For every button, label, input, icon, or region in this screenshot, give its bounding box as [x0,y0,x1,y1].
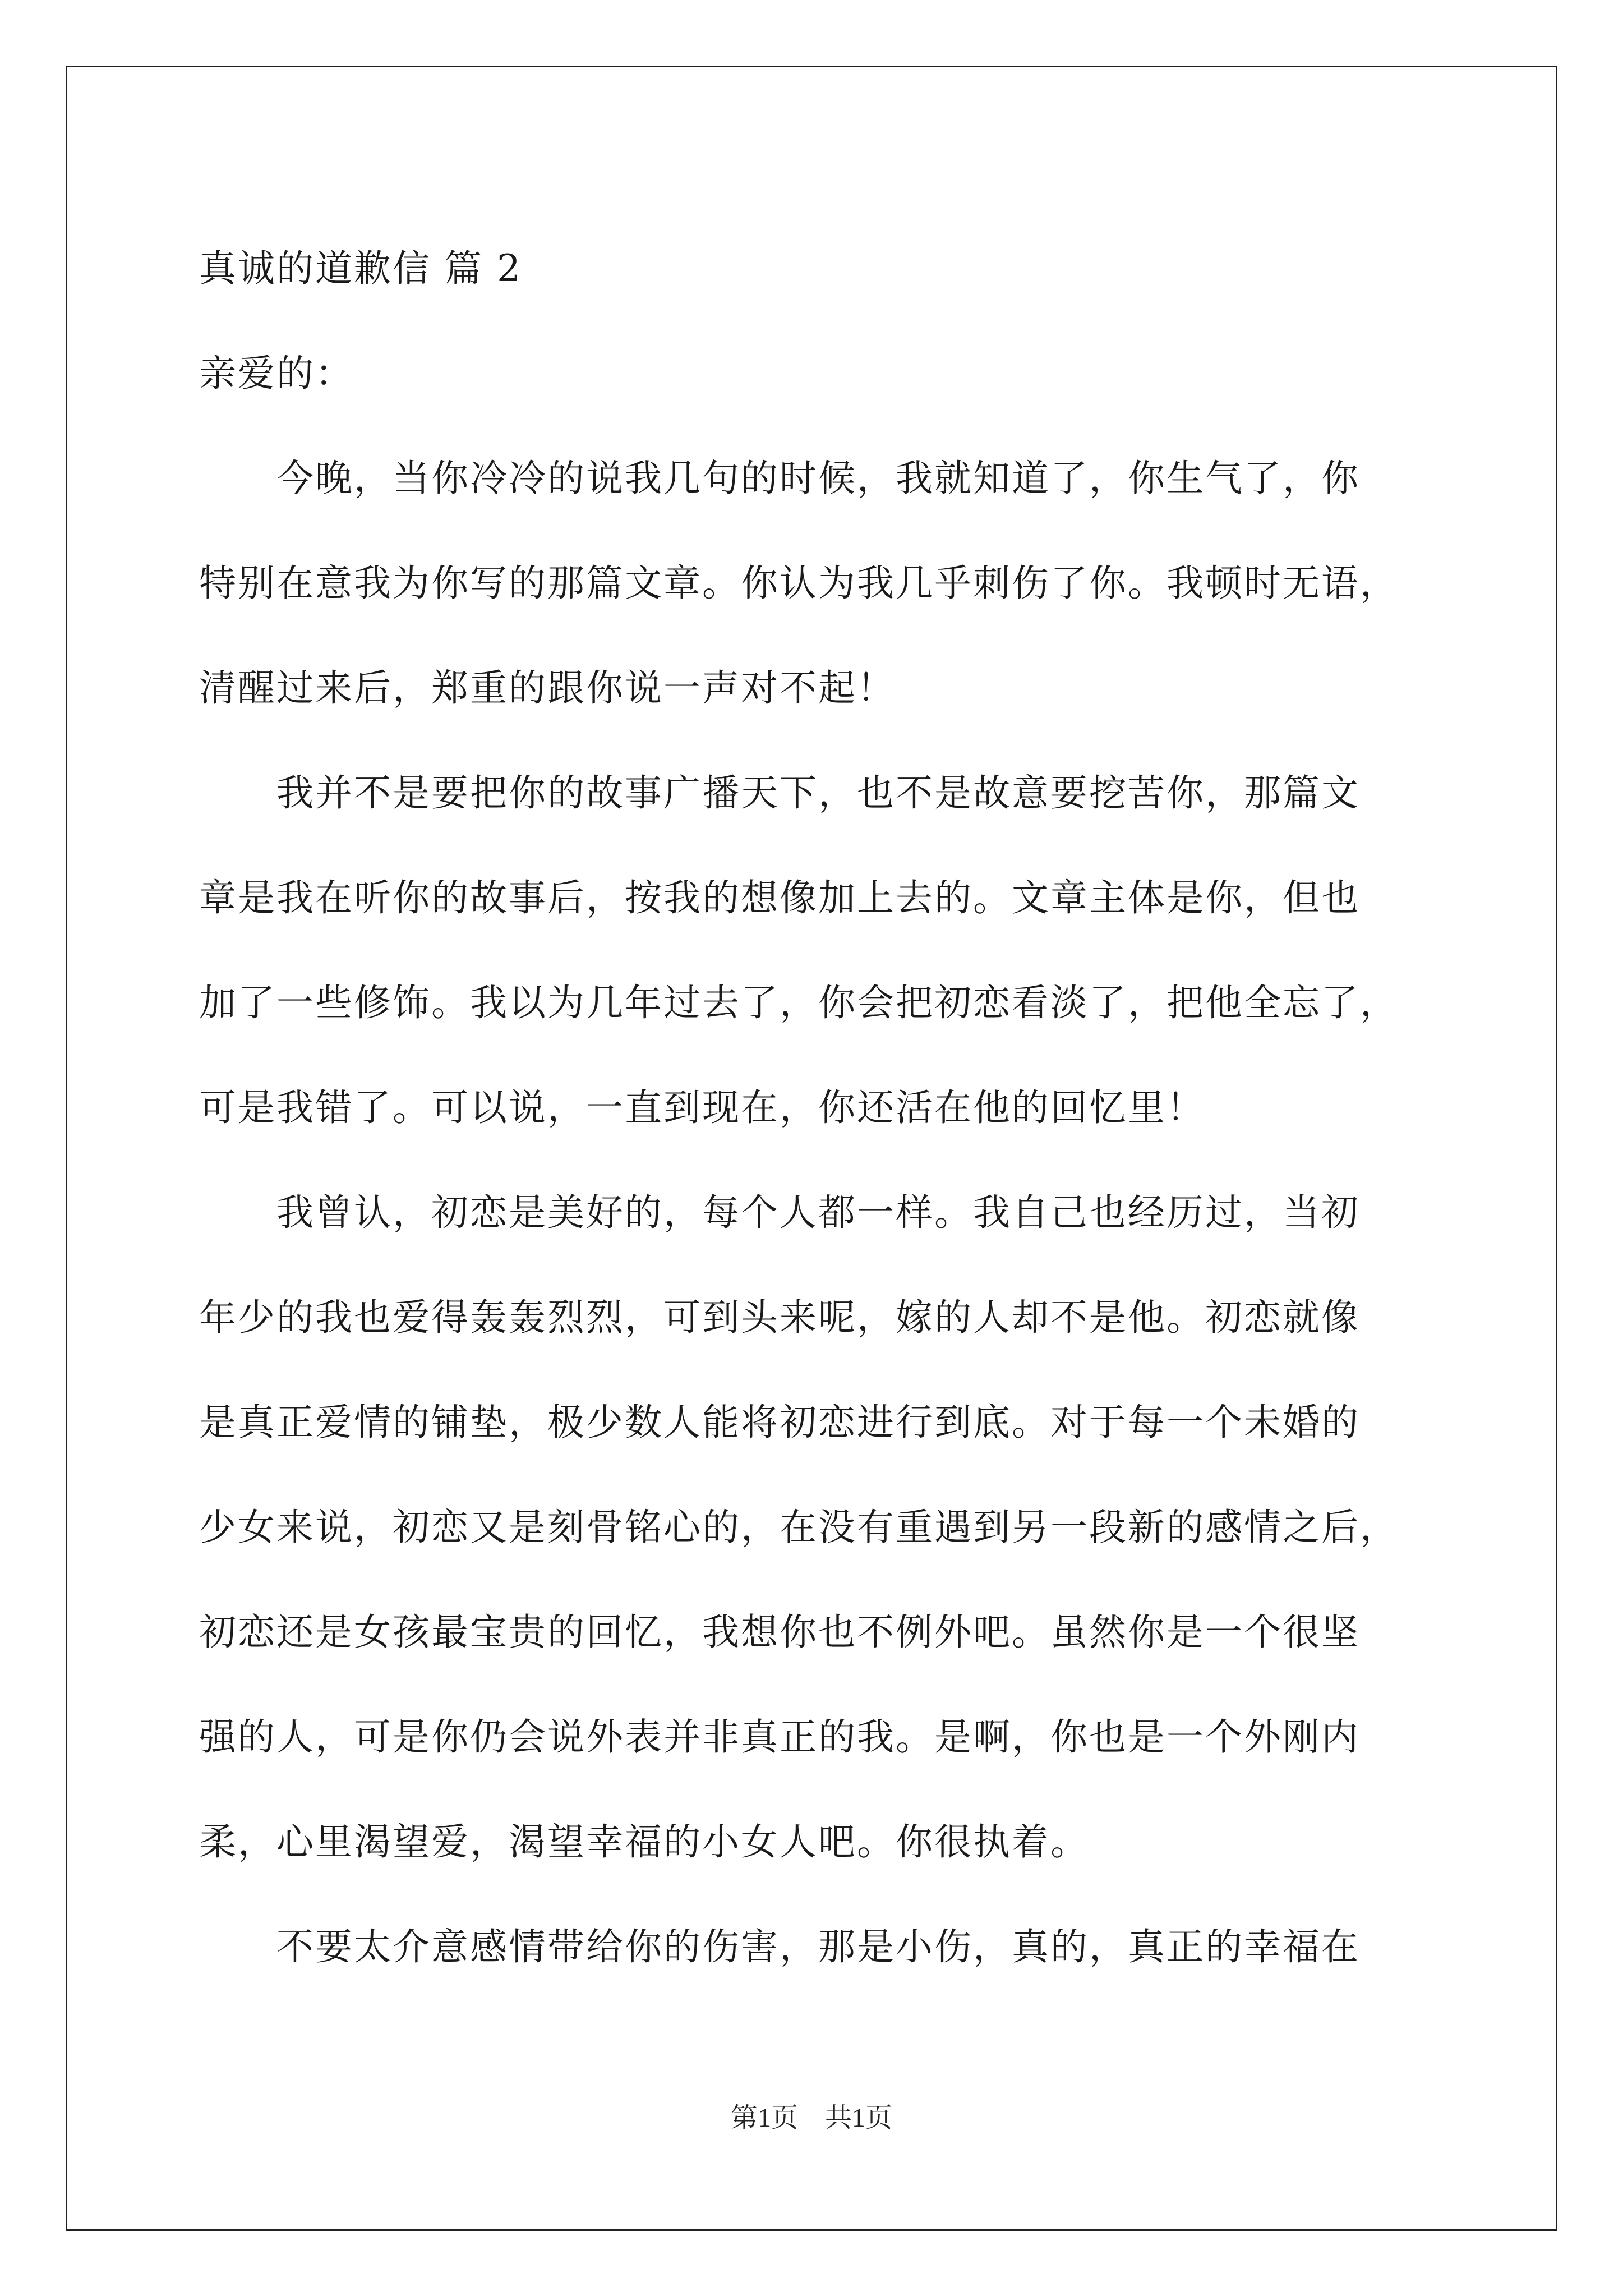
body-line: 章是我在听你的故事后，按我的想像加上去的。文章主体是你，但也 [199,876,1360,919]
body-line: 强的人，可是你仍会说外表并非真正的我。是啊，你也是一个外刚内 [199,1715,1360,1759]
body-line: 特别在意我为你写的那篇文章。你认为我几乎刺伤了你。我顿时无语， [199,562,1399,605]
body-line: 清醒过来后，郑重的跟你说一声对不起！ [199,666,896,710]
body-line: 是真正爱情的铺垫，极少数人能将初恋进行到底。对于每一个未婚的 [199,1401,1360,1444]
body-line: 我并不是要把你的故事广播天下，也不是故意要挖苦你，那篇文 [199,771,1360,815]
body-line: 加了一些修饰。我以为几年过去了，你会把初恋看淡了，把他全忘了， [199,981,1399,1024]
body-line: 初恋还是女孩最宝贵的回忆，我想你也不例外吧。虽然你是一个很坚 [199,1611,1360,1654]
body-line: 我曾认，初恋是美好的，每个人都一样。我自己也经历过，当初 [199,1191,1360,1234]
body-line: 可是我错了。可以说，一直到现在，你还活在他的回忆里！ [199,1086,1205,1129]
body-line: 不要太介意感情带给你的伤害，那是小伤，真的，真正的幸福在 [199,1925,1360,1968]
body-line: 柔，心里渴望爱，渴望幸福的小女人吧。你很执着。 [199,1820,1089,1864]
body-line: 年少的我也爱得轰轰烈烈，可到头来呢，嫁的人却不是他。初恋就像 [199,1296,1360,1339]
salutation: 亲爱的： [199,352,354,395]
body-line: 少女来说，初恋又是刻骨铭心的，在没有重遇到另一段新的感情之后， [199,1506,1399,1549]
body-line: 今晚，当你冷冷的说我几句的时候，我就知道了，你生气了，你 [199,457,1360,500]
letter-body [199,216,1461,1999]
page-footer: 第1页 共1页 [730,2103,892,2133]
document-title: 真诚的道歉信 篇 2 [199,247,522,290]
